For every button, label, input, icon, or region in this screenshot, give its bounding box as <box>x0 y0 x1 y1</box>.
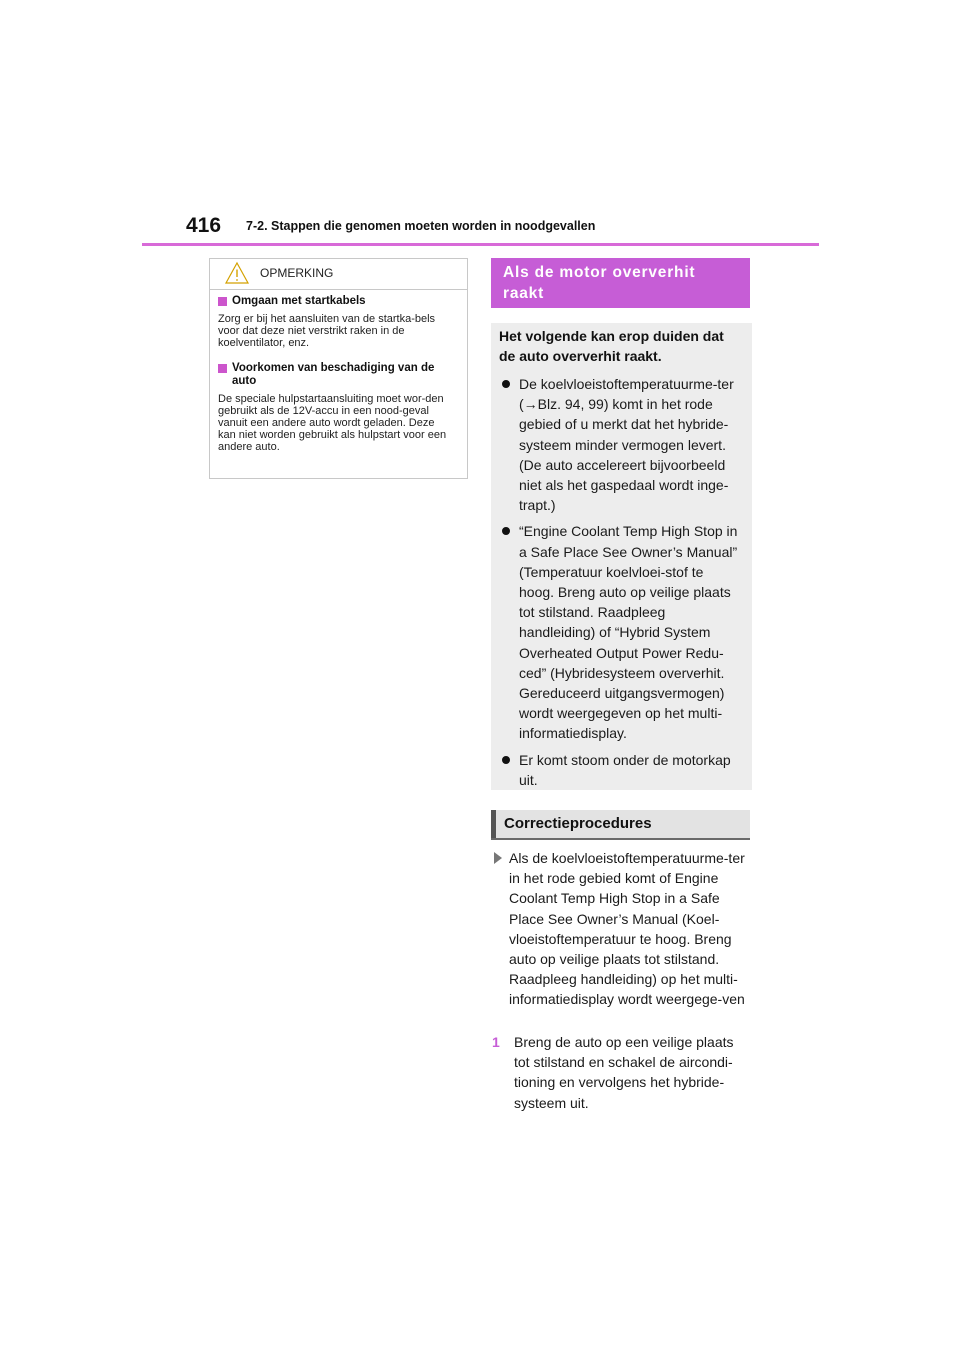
square-bullet-icon <box>218 297 227 306</box>
arrow-right-icon <box>494 852 502 864</box>
step-number: 1 <box>492 1034 500 1050</box>
condition-text: Als de koelvloeistoftemperatuurme-ter in het rode gebied komt of Engine Coolant Temp High Stop in a Safe Place See Owner’s Manual (Koel-vloeistoftemperatuur te hoog. Breng auto op veilige plaats tot stilstand. Raadpleeg handleiding) op het multi-informatiedisplay wordt weergege-ven <box>509 850 745 1008</box>
warning-triangle-icon <box>224 261 250 285</box>
square-bullet-icon <box>218 364 227 373</box>
topic-banner <box>491 258 750 308</box>
list-item <box>499 750 738 790</box>
notice-box <box>209 258 468 479</box>
procedures-heading-text: Correctieprocedures <box>504 815 652 832</box>
header-divider <box>142 243 819 246</box>
notice-item-text: De speciale hulpstartaansluiting moet wor-den gebruikt als de 12V-accu in een nood-geval vanuit een andere auto wordt geladen. Deze kan niet worden gebruikt als hulpstart voor een andere auto. <box>218 393 447 453</box>
list-item <box>499 374 738 515</box>
bullet-dot-icon <box>502 756 510 764</box>
step-item <box>492 1032 750 1113</box>
heading-bar <box>491 810 496 838</box>
list-item-text: “Engine Coolant Temp High Stop in a Safe Place See Owner’s Manual” (Temperatuur koelvloei-stof te hoog. Breng auto op veilige plaats tot stilstand. Raadpleeg handleiding) of “Hybrid System Overheated Output Power Redu-ced” (Hybridesysteem oververhit. Gereduceerd uitgangsvermogen) wordt weergegeven op het multi-informatiedisplay. <box>519 523 738 742</box>
notice-item <box>218 362 455 453</box>
notice-item-heading: Voorkomen van beschadiging van de auto <box>232 362 435 387</box>
bullet-dot-icon <box>502 527 510 535</box>
notice-title: OPMERKING <box>260 266 334 280</box>
page-number: 416 <box>186 214 222 237</box>
symptom-box <box>491 323 752 790</box>
step-text: Breng de auto op een veilige plaats tot stilstand en schakel de aircondi-tioning en vervolgens het hybride-systeem uit. <box>514 1034 734 1111</box>
notice-item-heading: Omgaan met startkabels <box>232 295 366 307</box>
topic-title: Als de motor oververhit raakt <box>503 264 696 302</box>
symptom-list <box>499 374 738 790</box>
notice-item-text: Zorg er bij het aansluiten van de startka-bels voor dat deze niet verstrikt raken in de koelventilator, enz. <box>218 313 436 349</box>
list-item-text: De koelvloeistoftemperatuurme-ter (→Blz. 94, 99) komt in het rode gebied of u merkt dat het hybride-systeem minder vermogen levert. (De auto accelereert bijvoorbeeld niet als het gaspedaal wordt inge-trapt.) <box>519 376 734 514</box>
procedures-heading <box>491 810 750 840</box>
bullet-dot-icon <box>502 380 510 388</box>
notice-item <box>218 295 455 349</box>
symptom-intro: Het volgende kan erop duiden dat de auto oververhit raakt. <box>499 328 724 364</box>
notice-body <box>210 290 467 453</box>
condition-item <box>494 848 750 1010</box>
list-item-text: Er komt stoom onder de motorkap uit. <box>519 751 731 788</box>
list-item <box>499 521 738 743</box>
notice-header <box>210 259 467 290</box>
section-title: 7-2. Stappen die genomen moeten worden in noodgevallen <box>246 219 596 233</box>
